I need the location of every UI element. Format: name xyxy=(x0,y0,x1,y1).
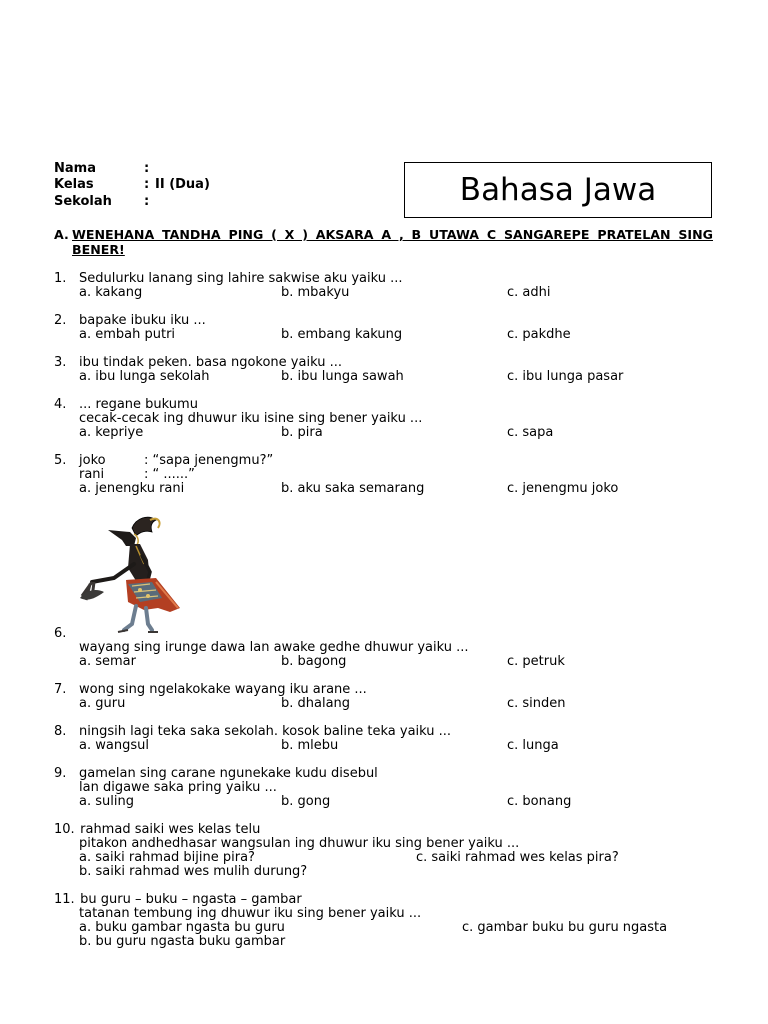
option-c: c. ibu lunga pasar xyxy=(507,369,624,384)
option-c: c. petruk xyxy=(507,654,565,669)
question-number: 8. xyxy=(54,724,67,739)
section-letter: A. xyxy=(54,227,69,242)
option-a: a. wangsul xyxy=(79,738,149,753)
school-colon: : xyxy=(144,194,150,209)
option-b: b. gong xyxy=(281,794,331,809)
question-number: 7. xyxy=(54,682,67,697)
class-label: Kelas xyxy=(54,177,94,192)
question-text: rahmad saiki wes kelas telu xyxy=(76,822,261,837)
question-number: 10. xyxy=(54,822,75,837)
option-b: b. mbakyu xyxy=(281,285,350,300)
question-number: 1. xyxy=(54,271,67,286)
question-number: 6. xyxy=(54,626,67,641)
option-c: c. bonang xyxy=(507,794,572,809)
question-text: Sedulurku lanang sing lahire sakwise aku yaiku ... xyxy=(79,271,403,286)
option-c: c. gambar buku bu guru ngasta xyxy=(462,920,668,935)
question-text: gamelan sing carane ngunekake kudu disebul xyxy=(79,766,378,781)
option-b: b. embang kakung xyxy=(281,327,403,342)
dialog-line: : “ ......” xyxy=(144,467,195,482)
class-colon: : xyxy=(144,177,150,192)
question-number: 11. xyxy=(54,892,75,907)
option-b: b. saiki rahmad wes mulih durung? xyxy=(79,864,308,879)
wayang-puppet-image xyxy=(78,512,192,636)
option-b: b. ibu lunga sawah xyxy=(281,369,404,384)
question-number: 3. xyxy=(54,355,67,370)
question-text: ibu tindak peken. basa ngokone yaiku ... xyxy=(79,355,342,370)
question-text: wong sing ngelakokake wayang iku arane ... xyxy=(79,682,367,697)
class-value: II (Dua) xyxy=(155,177,210,192)
section-instruction: WENEHANA TANDHA PING ( X ) AKSARA A , B UTAWA C SANGAREPE PRATELAN SING BENER! xyxy=(72,227,713,257)
option-a: a. buku gambar ngasta bu guru xyxy=(79,920,285,935)
option-b: b. dhalang xyxy=(281,696,351,711)
question-number: 5. xyxy=(54,453,67,468)
question-text: cecak-cecak ing dhuwur iku isine sing bener yaiku ... xyxy=(79,411,423,426)
option-b: b. bagong xyxy=(281,654,347,669)
question-text: lan digawe saka pring yaiku ... xyxy=(79,780,277,795)
option-b: b. pira xyxy=(281,425,323,440)
page-title: Bahasa Jawa xyxy=(404,162,712,218)
question-text: bapake ibuku iku ... xyxy=(79,313,206,328)
option-a: a. saiki rahmad bijine pira? xyxy=(79,850,255,865)
name-colon: : xyxy=(144,161,150,176)
option-c: c. sapa xyxy=(507,425,554,440)
option-c: c. jenengmu joko xyxy=(507,481,619,496)
option-a: a. kepriye xyxy=(79,425,144,440)
question-text: bu guru – buku – ngasta – gambar xyxy=(76,892,302,907)
question-text: ... regane bukumu xyxy=(79,397,198,412)
question-text: wayang sing irunge dawa lan awake gedhe dhuwur yaiku ... xyxy=(79,640,469,655)
option-c: c. sinden xyxy=(507,696,566,711)
name-label: Nama xyxy=(54,161,96,176)
option-c: c. saiki rahmad wes kelas pira? xyxy=(416,850,619,865)
question-text: ningsih lagi teka saka sekolah. kosok baline teka yaiku ... xyxy=(79,724,452,739)
option-a: a. semar xyxy=(79,654,136,669)
question-text: tatanan tembung ing dhuwur iku sing bener yaiku ... xyxy=(79,906,422,921)
dialog-speaker: rani xyxy=(79,467,105,482)
option-a: a. jenengku rani xyxy=(79,481,185,496)
option-a: a. guru xyxy=(79,696,126,711)
option-c: c. adhi xyxy=(507,285,551,300)
dialog-line: : “sapa jenengmu?” xyxy=(144,453,274,468)
question-text: pitakon andhedhasar wangsulan ing dhuwur iku sing bener yaiku ... xyxy=(79,836,520,851)
option-a: a. ibu lunga sekolah xyxy=(79,369,210,384)
question-number: 9. xyxy=(54,766,67,781)
option-c: c. pakdhe xyxy=(507,327,571,342)
option-c: c. lunga xyxy=(507,738,559,753)
option-a: a. suling xyxy=(79,794,134,809)
dialog-speaker: joko xyxy=(79,453,106,468)
option-b: b. mlebu xyxy=(281,738,339,753)
question-number: 2. xyxy=(54,313,67,328)
option-a: a. kakang xyxy=(79,285,143,300)
question-number: 4. xyxy=(54,397,67,412)
option-b: b. bu guru ngasta buku gambar xyxy=(79,934,286,949)
option-a: a. embah putri xyxy=(79,327,176,342)
school-label: Sekolah xyxy=(54,194,112,209)
option-b: b. aku saka semarang xyxy=(281,481,425,496)
